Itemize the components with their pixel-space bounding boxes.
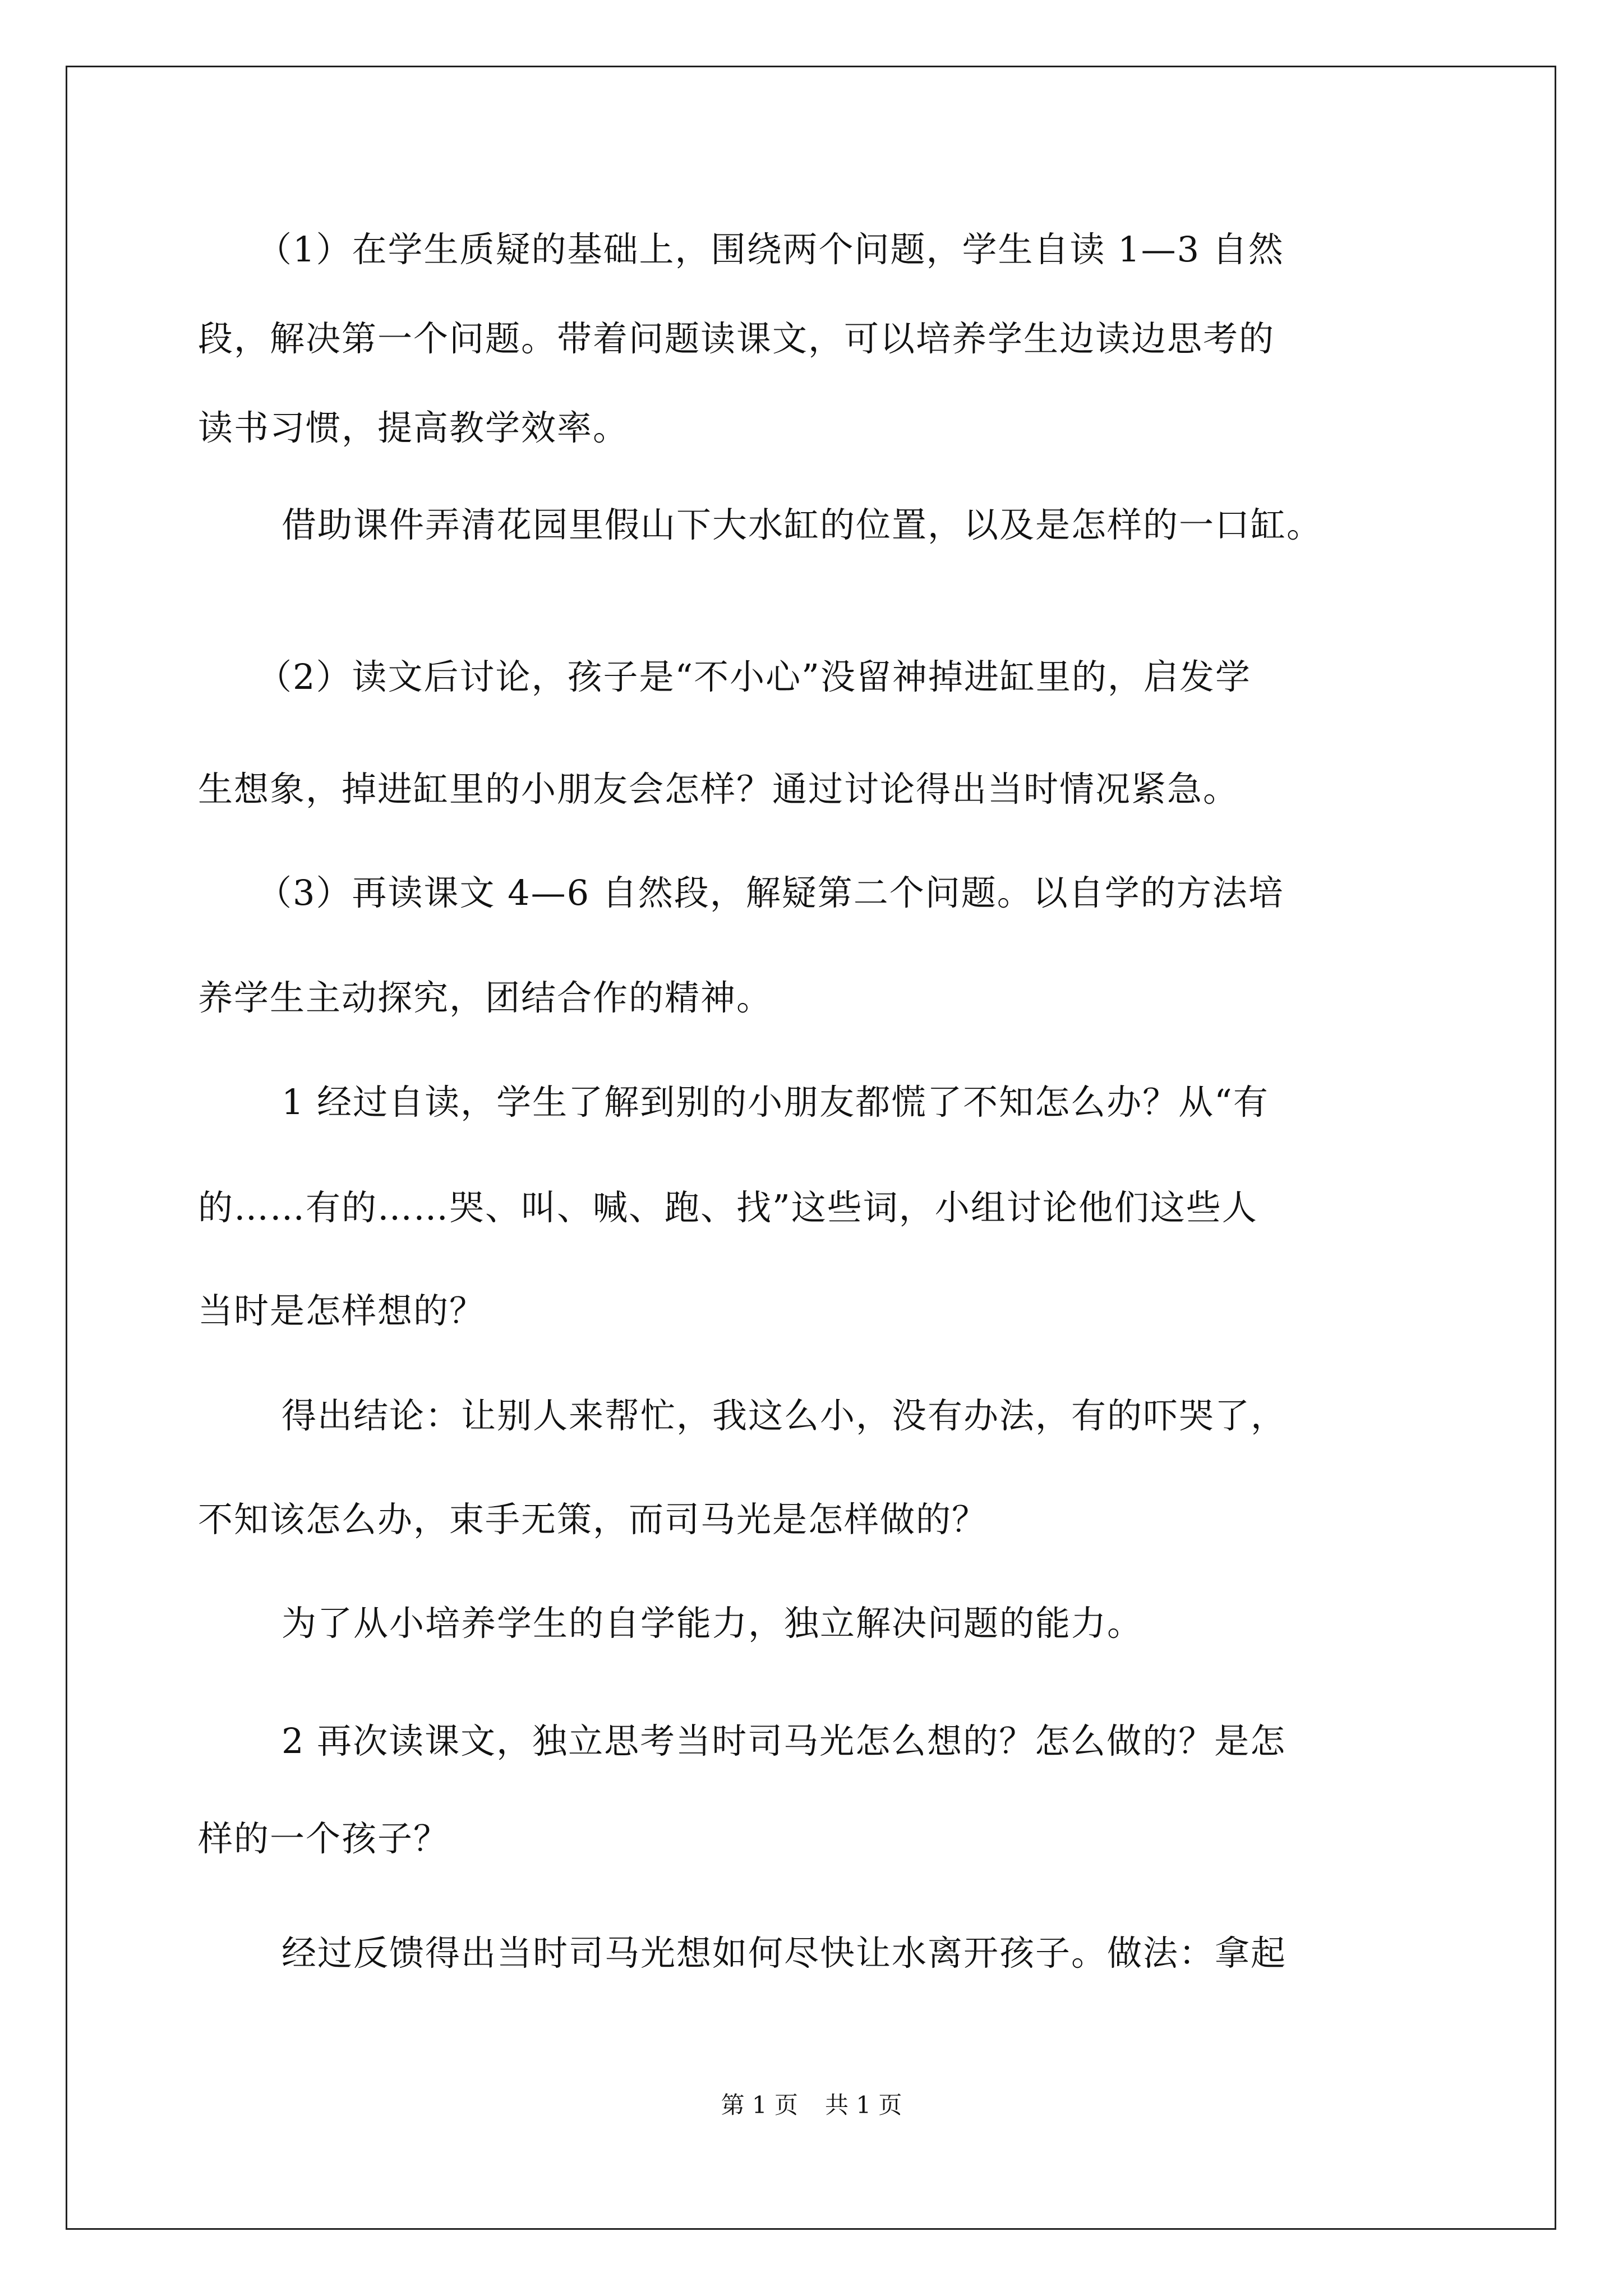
paragraph-line: 得出结论：让别人来帮忙，我这么小，没有办法，有的吓哭了， (282, 1395, 1287, 1436)
page-footer (0, 2090, 1623, 2121)
page-number: 第 1 页 (721, 2091, 798, 2119)
paragraph-line: 当时是怎样想的？ (198, 1290, 486, 1331)
paragraph-line: 不知该怎么办，束手无策，而司马光是怎样做的？ (198, 1499, 988, 1540)
paragraph-line: 2 再次读课文，独立思考当时司马光怎么想的？怎么做的？是怎 (282, 1720, 1287, 1761)
page-total: 共 1 页 (825, 2091, 902, 2119)
paragraph-line: 为了从小培养学生的自学能力，独立解决问题的能力。 (282, 1603, 1144, 1644)
paragraph-line: 读书习惯，提高教学效率。 (198, 407, 629, 448)
paragraph-line: 生想象，掉进缸里的小朋友会怎样？通过讨论得出当时情况紧急。 (198, 769, 1239, 809)
paragraph-line: （1）在学生质疑的基础上，围绕两个问题，学生自读 1—3 自然 (257, 229, 1284, 270)
paragraph-line: 经过反馈得出当时司马光想如何尽快让水离开孩子。做法：拿起 (282, 1932, 1287, 1973)
paragraph-line: 的……有的……哭、叫、喊、跑、找”这些词，小组讨论他们这些人 (198, 1187, 1258, 1228)
paragraph-line: 段，解决第一个问题。带着问题读课文，可以培养学生边读边思考的 (198, 318, 1275, 359)
page-border (66, 66, 1556, 2230)
paragraph-line: （2）读文后讨论，孩子是“不小心”没留神掉进缸里的，启发学 (257, 656, 1251, 697)
paragraph-line: 1 经过自读，学生了解到别的小朋友都慌了不知怎么办？从“有 (282, 1082, 1269, 1122)
paragraph-line: 样的一个孩子？ (198, 1818, 450, 1859)
paragraph-line: （3）再读课文 4—6 自然段，解疑第二个问题。以自学的方法培 (257, 872, 1284, 913)
paragraph-line: 借助课件弄清花园里假山下大水缸的位置，以及是怎样的一口缸。 (282, 504, 1323, 545)
paragraph-line: 养学生主动探究，团结合作的精神。 (198, 977, 773, 1018)
